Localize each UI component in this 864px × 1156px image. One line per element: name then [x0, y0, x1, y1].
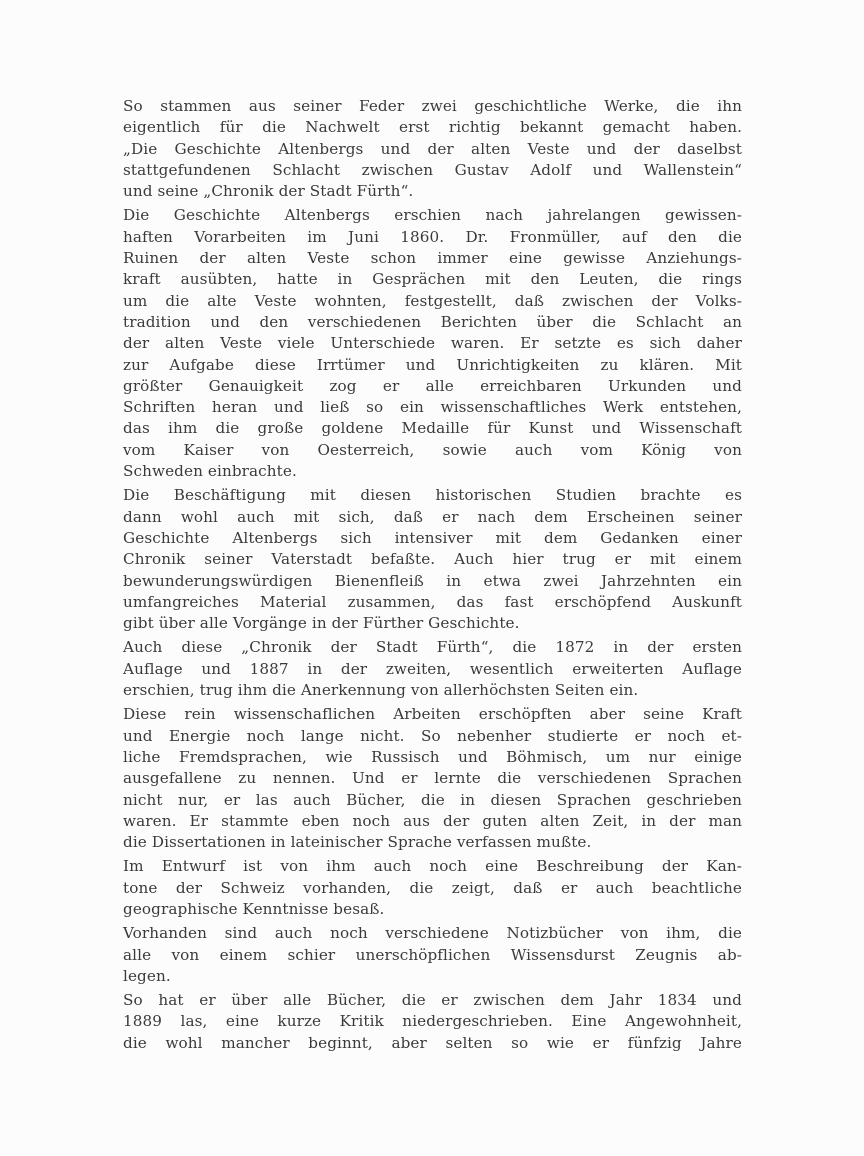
text-line: legen. — [123, 966, 171, 985]
text-line: das ihm die große goldene Medaille für Kunst und Wissenschaft — [123, 419, 742, 438]
text-line: bewunderungswürdigen Bienenfleiß in etwa zwei Jahrzehnten ein — [123, 571, 742, 590]
paragraph — [123, 923, 742, 987]
text-line: zur Aufgabe diese Irrtümer und Unrichtigkeiten zu klären. Mit — [123, 355, 742, 374]
text-line: die wohl mancher beginnt, aber selten so wie er fünfzig Jahre — [123, 1033, 742, 1052]
text-line: vom Kaiser von Oesterreich, sowie auch vom König von — [123, 440, 742, 459]
text-line: und Energie noch lange nicht. So nebenher studierte er noch et- — [123, 726, 742, 745]
text-line: umfangreiches Material zusammen, das fast erschöpfend Auskunft — [123, 592, 742, 611]
text-line: und seine „Chronik der Stadt Fürth“. — [123, 182, 414, 201]
text-line: Chronik seiner Vaterstadt befaßte. Auch hier trug er mit einem — [123, 550, 742, 569]
text-line: Vorhanden sind auch noch verschiedene Notizbücher von ihm, die — [123, 924, 742, 943]
text-line: Auch diese „Chronik der Stadt Fürth“, die 1872 in der ersten — [123, 638, 742, 657]
text-line: geographische Kenntnisse besaß. — [123, 899, 385, 918]
text-line: gibt über alle Vorgänge in der Fürther Geschichte. — [123, 614, 520, 633]
text-line: nicht nur, er las auch Bücher, die in diesen Sprachen geschrieben — [123, 790, 742, 809]
text-line: Geschichte Altenbergs sich intensiver mit dem Gedanken einer — [123, 528, 742, 547]
text-line: liche Fremdsprachen, wie Russisch und Böhmisch, um nur einige — [123, 747, 742, 766]
text-line: ausgefallene zu nennen. Und er lernte die verschiedenen Sprachen — [123, 769, 742, 788]
text-line: Ruinen der alten Veste schon immer eine gewisse Anziehungs- — [123, 249, 742, 268]
text-line: um die alte Veste wohnten, festgestellt, daß zwischen der Volks- — [123, 291, 742, 310]
text-line: Im Entwurf ist von ihm auch noch eine Beschreibung der Kan- — [123, 857, 742, 876]
text-line: haften Vorarbeiten im Juni 1860. Dr. Fronmüller, auf den die — [123, 227, 742, 246]
paragraph — [123, 856, 742, 920]
text-line: Schweden einbrachte. — [123, 462, 297, 481]
text-line: die Dissertationen in lateinischer Sprache verfassen mußte. — [123, 833, 592, 852]
paragraph — [123, 637, 742, 701]
text-line: Diese rein wissenschaflichen Arbeiten erschöpften aber seine Kraft — [123, 705, 742, 724]
text-line: alle von einem schier unerschöpflichen Wissensdurst Zeugnis ab- — [123, 945, 742, 964]
text-line: Auflage und 1887 in der zweiten, wesentlich erweiterten Auflage — [123, 659, 742, 678]
paragraph — [123, 704, 742, 853]
text-line: eigentlich für die Nachwelt erst richtig bekannt gemacht haben. — [123, 118, 742, 137]
text-line: Die Geschichte Altenbergs erschien nach jahrelangen gewissen- — [123, 206, 742, 225]
text-line: 1889 las, eine kurze Kritik niedergeschrieben. Eine Angewohnheit, — [123, 1012, 742, 1031]
text-line: dann wohl auch mit sich, daß er nach dem Erscheinen seiner — [123, 507, 742, 526]
text-line: erschien, trug ihm die Anerkennung von allerhöchsten Seiten ein. — [123, 681, 639, 700]
text-line: der alten Veste viele Unterschiede waren. Er setzte es sich daher — [123, 334, 742, 353]
text-line: „Die Geschichte Altenbergs und der alten Veste und der daselbst — [123, 139, 742, 158]
text-line: tone der Schweiz vorhanden, die zeigt, daß er auch beachtliche — [123, 878, 742, 897]
text-line: tradition und den verschiedenen Berichten über die Schlacht an — [123, 312, 742, 331]
paragraph — [123, 485, 742, 634]
text-line: größter Genauigkeit zog er alle erreichbaren Urkunden und — [123, 376, 742, 395]
body-text — [123, 96, 742, 1057]
paragraph — [123, 990, 742, 1054]
text-line: Schriften heran und ließ so ein wissenschaftliches Werk entstehen, — [123, 398, 742, 417]
paragraph — [123, 205, 742, 482]
text-line: Die Beschäftigung mit diesen historischen Studien brachte es — [123, 486, 742, 505]
text-line: waren. Er stammte eben noch aus der guten alten Zeit, in der man — [123, 811, 742, 830]
text-line: kraft ausübten, hatte in Gesprächen mit den Leuten, die rings — [123, 270, 742, 289]
paragraph — [123, 96, 742, 202]
text-line: stattgefundenen Schlacht zwischen Gustav Adolf und Wallenstein“ — [123, 160, 742, 179]
text-line: So stammen aus seiner Feder zwei geschichtliche Werke, die ihn — [123, 97, 742, 115]
text-line: So hat er über alle Bücher, die er zwischen dem Jahr 1834 und — [123, 991, 742, 1010]
